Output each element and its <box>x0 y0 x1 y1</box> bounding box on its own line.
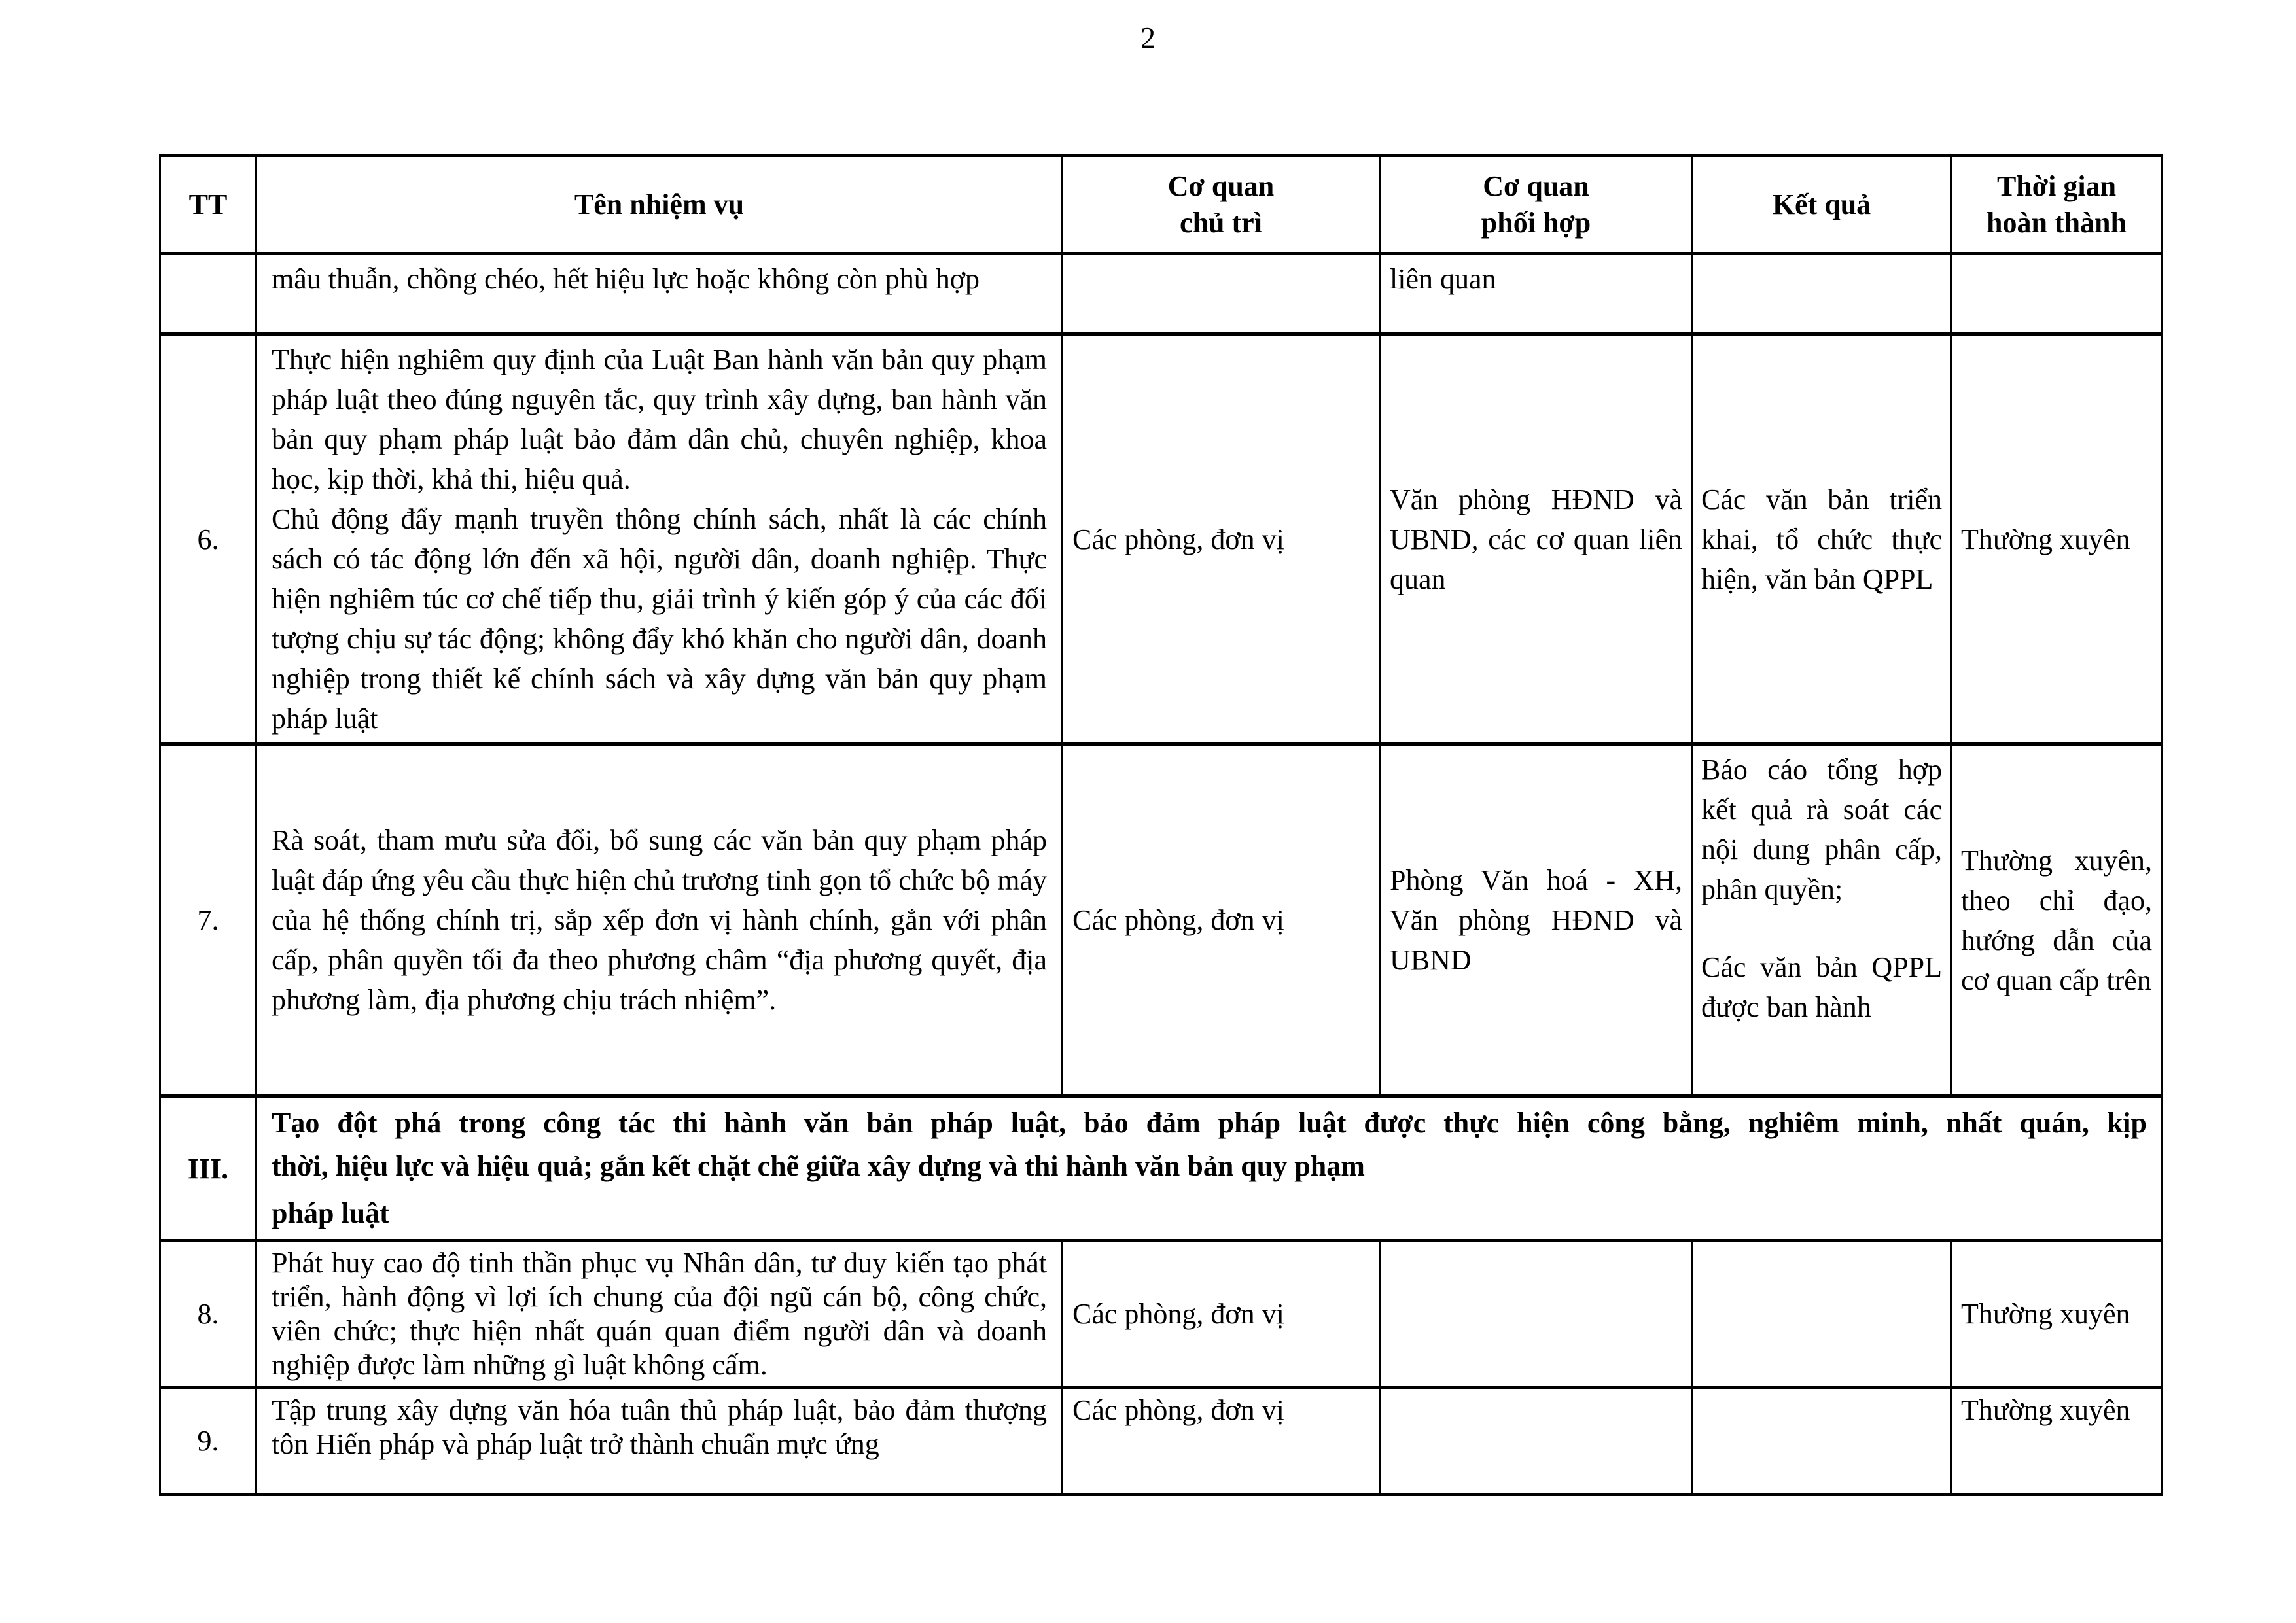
cell-task: mâu thuẫn, chồng chéo, hết hiệu lực hoặc không còn phù hợp <box>256 254 1063 334</box>
header-coordinating-agency-line2: phối hợp <box>1481 206 1591 239</box>
cell-coordinating-agency <box>1380 1241 1693 1388</box>
header-lead-agency-line1: Cơ quan <box>1167 169 1275 202</box>
header-completion-time-line2: hoàn thành <box>1986 206 2127 239</box>
page-number: 2 <box>1140 21 1156 54</box>
cell-completion-time: Thường xuyên <box>1951 1388 2163 1495</box>
cell-coordinating-agency <box>1380 1388 1693 1495</box>
cell-coordinating-agency: liên quan <box>1380 254 1693 334</box>
header-tt: TT <box>160 156 256 254</box>
cell-lead-agency: Các phòng, đơn vị <box>1063 334 1380 744</box>
cell-tt: 7. <box>160 744 256 1096</box>
cell-lead-agency: Các phòng, đơn vị <box>1063 1241 1380 1388</box>
section-title-line2: thời, hiệu lực và hiệu quả; gắn kết chặt chẽ giữa xây dựng và thi hành văn bản quy phạm <box>272 1150 1365 1182</box>
cell-section-title <box>256 1096 2163 1241</box>
cell-result <box>1693 1388 1951 1495</box>
cell-result <box>1693 1241 1951 1388</box>
table-header-row <box>160 156 2163 254</box>
cell-completion-time <box>1951 254 2163 334</box>
cell-tt: 9. <box>160 1388 256 1495</box>
cell-lead-agency: Các phòng, đơn vị <box>1063 744 1380 1096</box>
result-paragraph-1: Báo cáo tổng hợp kết quả rà soát các nội dung phân cấp, phân quyền; <box>1701 754 1942 905</box>
cell-completion-time: Thường xuyên <box>1951 334 2163 744</box>
task-paragraph-1: Thực hiện nghiêm quy định của Luật Ban hành văn bản quy phạm pháp luật theo đúng nguyên tắc, quy trình xây dựng, ban hành văn bản quy phạm pháp luật bảo đảm dân chủ, chuyên nghiệp, khoa học, kịp thời, khả thi, hiệu quả. <box>272 343 1047 495</box>
table-row-9 <box>160 1388 2163 1495</box>
cell-lead-agency <box>1063 254 1380 334</box>
table-row-continuation <box>160 254 2163 334</box>
table-row-section-3 <box>160 1096 2163 1241</box>
header-result: Kết quả <box>1693 156 1951 254</box>
section-title-line3: pháp luật <box>272 1197 389 1229</box>
header-coordinating-agency <box>1380 156 1693 254</box>
cell-result: Các văn bản triển khai, tổ chức thực hiện, văn bản QPPL <box>1693 334 1951 744</box>
cell-tt: 8. <box>160 1241 256 1388</box>
header-completion-time-line1: Thời gian <box>1996 169 2117 202</box>
cell-task: Tập trung xây dựng văn hóa tuân thủ pháp luật, bảo đảm thượng tôn Hiến pháp và pháp luật trở thành chuẩn mực ứng <box>256 1388 1063 1495</box>
cell-task: Rà soát, tham mưu sửa đổi, bổ sung các văn bản quy phạm pháp luật đáp ứng yêu cầu thực hiện chủ trương tinh gọn tổ chức bộ máy của hệ thống chính trị, sắp xếp đơn vị hành chính, gắn với phân cấp, phân quyền tối đa theo phương châm “địa phương quyết, địa phương làm, địa phương chịu trách nhiệm”. <box>256 744 1063 1096</box>
section-title-line1: Tạo đột phá trong công tác thi hành văn bản pháp luật, bảo đảm pháp luật được thực hiện công bằng, nghiêm minh, nhất quán, kịp <box>272 1107 2147 1139</box>
cell-task: Phát huy cao độ tinh thần phục vụ Nhân dân, tư duy kiến tạo phát triển, hành động vì lợi ích chung của đội ngũ cán bộ, công chức, viên chức; thực hiện nhất quán quan điểm người dân và doanh nghiệp được làm những gì luật không cấm. <box>256 1241 1063 1388</box>
task-table <box>159 154 2163 1496</box>
cell-coordinating-agency: Văn phòng HĐND và UBND, các cơ quan liên quan <box>1380 334 1693 744</box>
cell-section-number: III. <box>160 1096 256 1241</box>
result-paragraph-2: Các văn bản QPPL được ban hành <box>1701 951 1942 1023</box>
header-completion-time <box>1951 156 2163 254</box>
table-row-7 <box>160 744 2163 1096</box>
header-lead-agency <box>1063 156 1380 254</box>
cell-tt <box>160 254 256 334</box>
header-task-name: Tên nhiệm vụ <box>256 156 1063 254</box>
cell-result <box>1693 254 1951 334</box>
cell-result <box>1693 744 1951 1096</box>
cell-task <box>256 334 1063 744</box>
cell-completion-time: Thường xuyên <box>1951 1241 2163 1388</box>
table-row-6 <box>160 334 2163 744</box>
table-row-8 <box>160 1241 2163 1388</box>
cell-lead-agency: Các phòng, đơn vị <box>1063 1388 1380 1495</box>
task-paragraph-2: Chủ động đẩy mạnh truyền thông chính sách, nhất là các chính sách có tác động lớn đến xã hội, người dân, doanh nghiệp. Thực hiện nghiêm túc cơ chế tiếp thu, giải trình ý kiến góp ý của các đối tượng chịu sự tác động; không đẩy khó khăn cho người dân, doanh nghiệp trong thiết kế chính sách và xây dựng văn bản quy phạm pháp luật <box>272 503 1047 735</box>
header-lead-agency-line2: chủ trì <box>1180 206 1262 239</box>
cell-coordinating-agency: Phòng Văn hoá - XH, Văn phòng HĐND và UBND <box>1380 744 1693 1096</box>
cell-tt: 6. <box>160 334 256 744</box>
cell-completion-time: Thường xuyên, theo chỉ đạo, hướng dẫn của cơ quan cấp trên <box>1951 744 2163 1096</box>
header-coordinating-agency-line1: Cơ quan <box>1483 169 1589 202</box>
